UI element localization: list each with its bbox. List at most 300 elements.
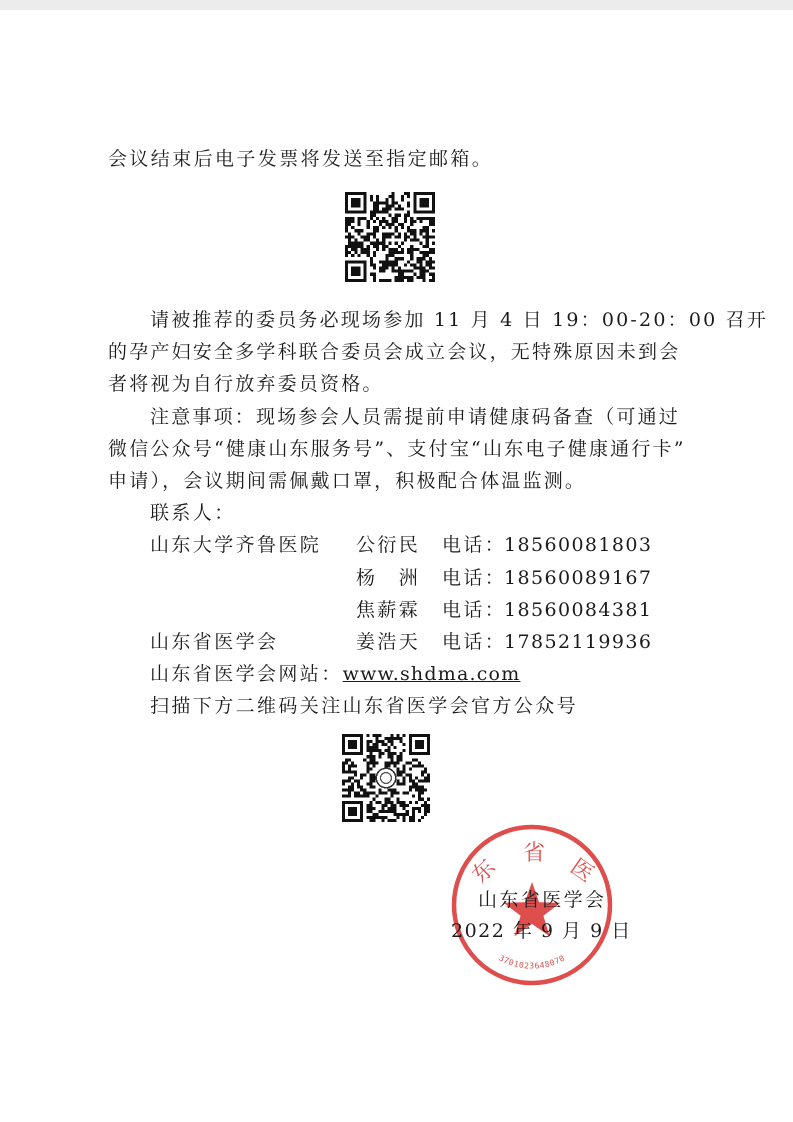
qr-module — [426, 229, 429, 232]
qr-module — [427, 776, 430, 779]
qr-module — [382, 235, 385, 238]
qr-module — [397, 761, 400, 764]
qr-module — [395, 229, 398, 232]
seal-char: 医 — [565, 854, 598, 888]
qr-module — [373, 229, 376, 232]
qr-module — [385, 279, 388, 282]
qr-module — [348, 792, 351, 795]
qr-module — [429, 257, 432, 260]
qr-module — [418, 819, 421, 822]
qr-module — [379, 220, 382, 223]
qr-module — [348, 780, 351, 783]
qr-module — [419, 251, 422, 254]
qr-module — [388, 195, 391, 198]
qr-module — [403, 776, 406, 779]
qr-module — [366, 810, 369, 813]
qr-module — [348, 764, 351, 767]
qr-module — [410, 270, 413, 273]
qr-module — [421, 764, 424, 767]
qr-module — [395, 201, 398, 204]
qr-module — [429, 217, 432, 220]
qr-module — [394, 804, 397, 807]
qr-module — [370, 214, 373, 217]
qr-module — [426, 270, 429, 273]
qr-module — [342, 780, 345, 783]
phone-number: 18560089167 — [504, 567, 653, 589]
qr-module — [367, 239, 370, 242]
qr-module — [372, 807, 375, 810]
qr-module — [432, 273, 435, 276]
signature-date: 2022 年 9 月 9 日 — [451, 920, 632, 942]
qr-module — [369, 758, 372, 761]
qr-module — [361, 235, 364, 238]
qr-module — [348, 220, 351, 223]
qr-module — [342, 783, 345, 786]
qr-module — [416, 276, 419, 279]
qr-module — [388, 798, 391, 801]
qr-module — [404, 192, 407, 195]
qr-module — [366, 783, 369, 786]
qr-module — [385, 201, 388, 204]
qr-module — [388, 819, 391, 822]
qr-module — [401, 251, 404, 254]
qr-module — [391, 810, 394, 813]
phone-number: 18560081803 — [504, 534, 653, 556]
qr-module — [423, 257, 426, 260]
qr-module — [416, 248, 419, 251]
qr-module — [426, 232, 429, 235]
qr-module — [395, 248, 398, 251]
qr-module — [412, 780, 415, 783]
qr-module — [416, 239, 419, 242]
qr-module — [410, 229, 413, 232]
qr-module — [410, 232, 413, 235]
qr-module — [391, 801, 394, 804]
qr-module — [370, 198, 373, 201]
qr-module — [403, 764, 406, 767]
qr-module — [419, 232, 422, 235]
qr-module — [413, 220, 416, 223]
qr-module — [379, 270, 382, 273]
qr-module — [342, 770, 345, 773]
qr-module — [410, 263, 413, 266]
qr-module — [427, 798, 430, 801]
qr-module — [357, 220, 360, 223]
qr-module — [397, 813, 400, 816]
qr-module — [369, 810, 372, 813]
qr-module — [370, 232, 373, 235]
qr-module — [429, 248, 432, 251]
qr-module — [401, 270, 404, 273]
qr-module — [373, 235, 376, 238]
qr-module — [397, 783, 400, 786]
qr-module — [424, 801, 427, 804]
qr-module — [376, 245, 379, 248]
qr-module — [369, 783, 372, 786]
contact-label: 联系人： — [150, 502, 236, 524]
qr-module — [391, 743, 394, 746]
qr-module — [361, 229, 364, 232]
qr-module — [354, 792, 357, 795]
qr-module — [403, 819, 406, 822]
qr-module — [426, 254, 429, 257]
qr-module — [382, 263, 385, 266]
qr-module — [372, 755, 375, 758]
qr-module — [427, 810, 430, 813]
invoice-qr-code[interactable] — [345, 192, 435, 282]
qr-module — [426, 226, 429, 229]
qr-module — [382, 239, 385, 242]
qr-module — [361, 242, 364, 245]
qr-module — [398, 245, 401, 248]
qr-module — [410, 254, 413, 257]
qr-module — [351, 783, 354, 786]
qr-module — [381, 816, 384, 819]
qr-module — [342, 761, 345, 764]
qr-module — [426, 263, 429, 266]
phone-label: 电话： — [442, 631, 507, 653]
qr-module — [357, 223, 360, 226]
qr-module — [369, 816, 372, 819]
qr-module — [388, 214, 391, 217]
qr-module — [373, 211, 376, 214]
qr-module — [385, 232, 388, 235]
qr-module — [400, 804, 403, 807]
qr-module — [400, 758, 403, 761]
qr-module — [400, 813, 403, 816]
qr-module — [370, 242, 373, 245]
qr-module — [388, 232, 391, 235]
qr-module — [419, 266, 422, 269]
qr-module — [410, 251, 413, 254]
qr-module — [391, 819, 394, 822]
qr-module — [345, 789, 348, 792]
qr-module — [354, 764, 357, 767]
qr-module — [421, 789, 424, 792]
qr-module — [385, 204, 388, 207]
qr-module — [398, 208, 401, 211]
qr-module — [385, 254, 388, 257]
qr-module — [415, 807, 418, 810]
qr-module — [388, 755, 391, 758]
qr-module — [385, 257, 388, 260]
qr-module — [401, 226, 404, 229]
qr-module — [412, 795, 415, 798]
qr-module — [375, 734, 378, 737]
qr-module — [406, 792, 409, 795]
qr-module — [419, 217, 422, 220]
qr-module — [378, 734, 381, 737]
qr-module — [375, 749, 378, 752]
qr-module — [392, 251, 395, 254]
qr-module — [406, 773, 409, 776]
qr-module — [418, 795, 421, 798]
qr-module — [360, 773, 363, 776]
contact-name: 焦薪霖 — [356, 599, 421, 621]
qr-module — [392, 254, 395, 257]
qr-module — [382, 220, 385, 223]
qr-module — [400, 783, 403, 786]
qr-module — [357, 242, 360, 245]
qr-module — [388, 752, 391, 755]
qr-module — [381, 752, 384, 755]
qr-module — [407, 201, 410, 204]
qr-module — [421, 792, 424, 795]
qr-module — [400, 752, 403, 755]
qr-module — [354, 245, 357, 248]
qr-module — [354, 239, 357, 242]
qr-module — [394, 737, 397, 740]
qr-module — [372, 776, 375, 779]
qr-module — [404, 239, 407, 242]
qr-module — [413, 263, 416, 266]
qr-module — [413, 239, 416, 242]
qr-module — [388, 746, 391, 749]
invoice-notice: 会议结束后电子发票将发送至指定邮箱。 — [108, 148, 494, 170]
qr-module — [429, 235, 432, 238]
qr-module — [409, 819, 412, 822]
qr-module — [376, 248, 379, 251]
official-account-qr-code[interactable] — [342, 734, 430, 822]
qr-module — [382, 232, 385, 235]
qr-module — [419, 229, 422, 232]
website-link[interactable]: www.shdma.com — [342, 663, 521, 685]
qr-module — [345, 235, 348, 238]
qr-module — [373, 266, 376, 269]
qr-module — [404, 214, 407, 217]
qr-module — [403, 767, 406, 770]
contact-name: 姜浩天 — [356, 631, 421, 653]
qr-module — [423, 226, 426, 229]
qr-module — [403, 780, 406, 783]
qr-module — [401, 208, 404, 211]
qr-module — [423, 270, 426, 273]
qr-module — [397, 780, 400, 783]
qr-module — [382, 266, 385, 269]
qr-module — [412, 758, 415, 761]
qr-module — [426, 239, 429, 242]
qr-module — [381, 810, 384, 813]
qr-module — [357, 792, 360, 795]
qr-module — [372, 743, 375, 746]
qr-module — [348, 789, 351, 792]
phone-label: 电话： — [442, 599, 507, 621]
qr-module — [404, 220, 407, 223]
phone-label: 电话： — [442, 567, 507, 589]
qr-module — [364, 251, 367, 254]
qr-module — [348, 770, 351, 773]
qr-module — [394, 813, 397, 816]
qr-module — [382, 201, 385, 204]
qr-module — [432, 266, 435, 269]
qr-module — [409, 780, 412, 783]
qr-module — [385, 260, 388, 263]
qr-module — [372, 780, 375, 783]
qr-module — [406, 810, 409, 813]
qr-module — [429, 279, 432, 282]
qr-module — [410, 248, 413, 251]
qr-module — [357, 780, 360, 783]
qr-module — [372, 758, 375, 761]
qr-logo-icon — [376, 768, 395, 787]
qr-module — [378, 749, 381, 752]
contact-org-qilu: 山东大学齐鲁医院 — [150, 534, 322, 556]
qr-module — [409, 789, 412, 792]
qr-module — [427, 804, 430, 807]
qr-module — [381, 740, 384, 743]
qr-module — [381, 792, 384, 795]
qr-module — [351, 770, 354, 773]
qr-module — [415, 786, 418, 789]
qr-module — [398, 251, 401, 254]
contact-name: 公衍民 — [356, 534, 421, 556]
qr-module — [372, 798, 375, 801]
qr-module — [351, 198, 360, 207]
qr-module — [409, 767, 412, 770]
qr-module — [421, 798, 424, 801]
qr-module — [366, 764, 369, 767]
qr-module — [388, 789, 391, 792]
qr-module — [354, 248, 357, 251]
qr-module — [397, 816, 400, 819]
qr-module — [429, 251, 432, 254]
qr-module — [360, 786, 363, 789]
qr-module — [424, 770, 427, 773]
qr-module — [382, 248, 385, 251]
qr-module — [376, 204, 379, 207]
qr-module — [418, 761, 421, 764]
qr-module — [429, 223, 432, 226]
qr-module — [384, 749, 387, 752]
qr-module — [395, 214, 398, 217]
qr-module — [382, 208, 385, 211]
qr-module — [427, 773, 430, 776]
qr-module — [384, 801, 387, 804]
qr-module — [410, 220, 413, 223]
qr-module — [348, 245, 351, 248]
qr-module — [392, 248, 395, 251]
qr-module — [423, 235, 426, 238]
qr-module — [373, 201, 376, 204]
qr-module — [397, 737, 400, 740]
qr-module — [348, 807, 357, 816]
qr-module — [432, 279, 435, 282]
qr-module — [385, 223, 388, 226]
qr-module — [375, 801, 378, 804]
qr-module — [376, 195, 379, 198]
qr-module — [395, 279, 398, 282]
qr-module — [372, 816, 375, 819]
qr-module — [403, 743, 406, 746]
qr-module — [415, 776, 418, 779]
phone-number: 18560084381 — [504, 599, 653, 621]
qr-module — [384, 737, 387, 740]
scan-instruction: 扫描下方二维码关注山东省医学会官方公众号 — [150, 695, 579, 717]
qr-module — [369, 776, 372, 779]
qr-module — [379, 223, 382, 226]
qr-module — [392, 220, 395, 223]
qr-module — [382, 279, 385, 282]
qr-module — [418, 792, 421, 795]
qr-module — [367, 223, 370, 226]
qr-module — [382, 226, 385, 229]
qr-module — [415, 764, 418, 767]
qr-module — [415, 758, 418, 761]
qr-module — [410, 257, 413, 260]
qr-module — [372, 746, 375, 749]
qr-module — [395, 257, 398, 260]
qr-module — [369, 767, 372, 770]
qr-module — [412, 810, 415, 813]
qr-module — [379, 242, 382, 245]
qr-module — [407, 235, 410, 238]
qr-module — [419, 260, 422, 263]
qr-module — [357, 254, 360, 257]
qr-module — [418, 789, 421, 792]
qr-module — [409, 816, 412, 819]
qr-module — [427, 807, 430, 810]
qr-module — [379, 266, 382, 269]
qr-module — [398, 257, 401, 260]
qr-module — [415, 740, 424, 749]
qr-module — [388, 279, 391, 282]
qr-module — [409, 773, 412, 776]
qr-module — [351, 254, 354, 257]
qr-module — [382, 242, 385, 245]
qr-module — [418, 798, 421, 801]
qr-module — [360, 795, 363, 798]
qr-module — [375, 795, 378, 798]
qr-module — [397, 758, 400, 761]
qr-module — [373, 226, 376, 229]
qr-module — [388, 204, 391, 207]
qr-module — [409, 776, 412, 779]
qr-module — [388, 226, 391, 229]
qr-module — [388, 263, 391, 266]
qr-module — [388, 254, 391, 257]
qr-module — [376, 211, 379, 214]
qr-module — [413, 229, 416, 232]
qr-module — [432, 248, 435, 251]
qr-module — [403, 801, 406, 804]
qr-module — [369, 755, 372, 758]
qr-module — [361, 217, 364, 220]
qr-module — [426, 242, 429, 245]
qr-module — [407, 270, 410, 273]
qr-module — [432, 235, 435, 238]
qr-module — [366, 795, 369, 798]
qr-module — [395, 251, 398, 254]
qr-module — [376, 208, 379, 211]
qr-module — [407, 214, 410, 217]
qr-module — [366, 755, 369, 758]
qr-module — [400, 737, 403, 740]
qr-module — [410, 276, 413, 279]
qr-module — [424, 813, 427, 816]
qr-module — [394, 807, 397, 810]
qr-module — [412, 819, 415, 822]
qr-module — [398, 214, 401, 217]
qr-module — [351, 235, 354, 238]
qr-module — [409, 761, 412, 764]
qr-module — [394, 761, 397, 764]
qr-module — [351, 266, 360, 275]
qr-module — [401, 198, 404, 201]
qr-module — [342, 764, 345, 767]
qr-module — [369, 746, 372, 749]
qr-module — [357, 786, 360, 789]
qr-module — [407, 260, 410, 263]
